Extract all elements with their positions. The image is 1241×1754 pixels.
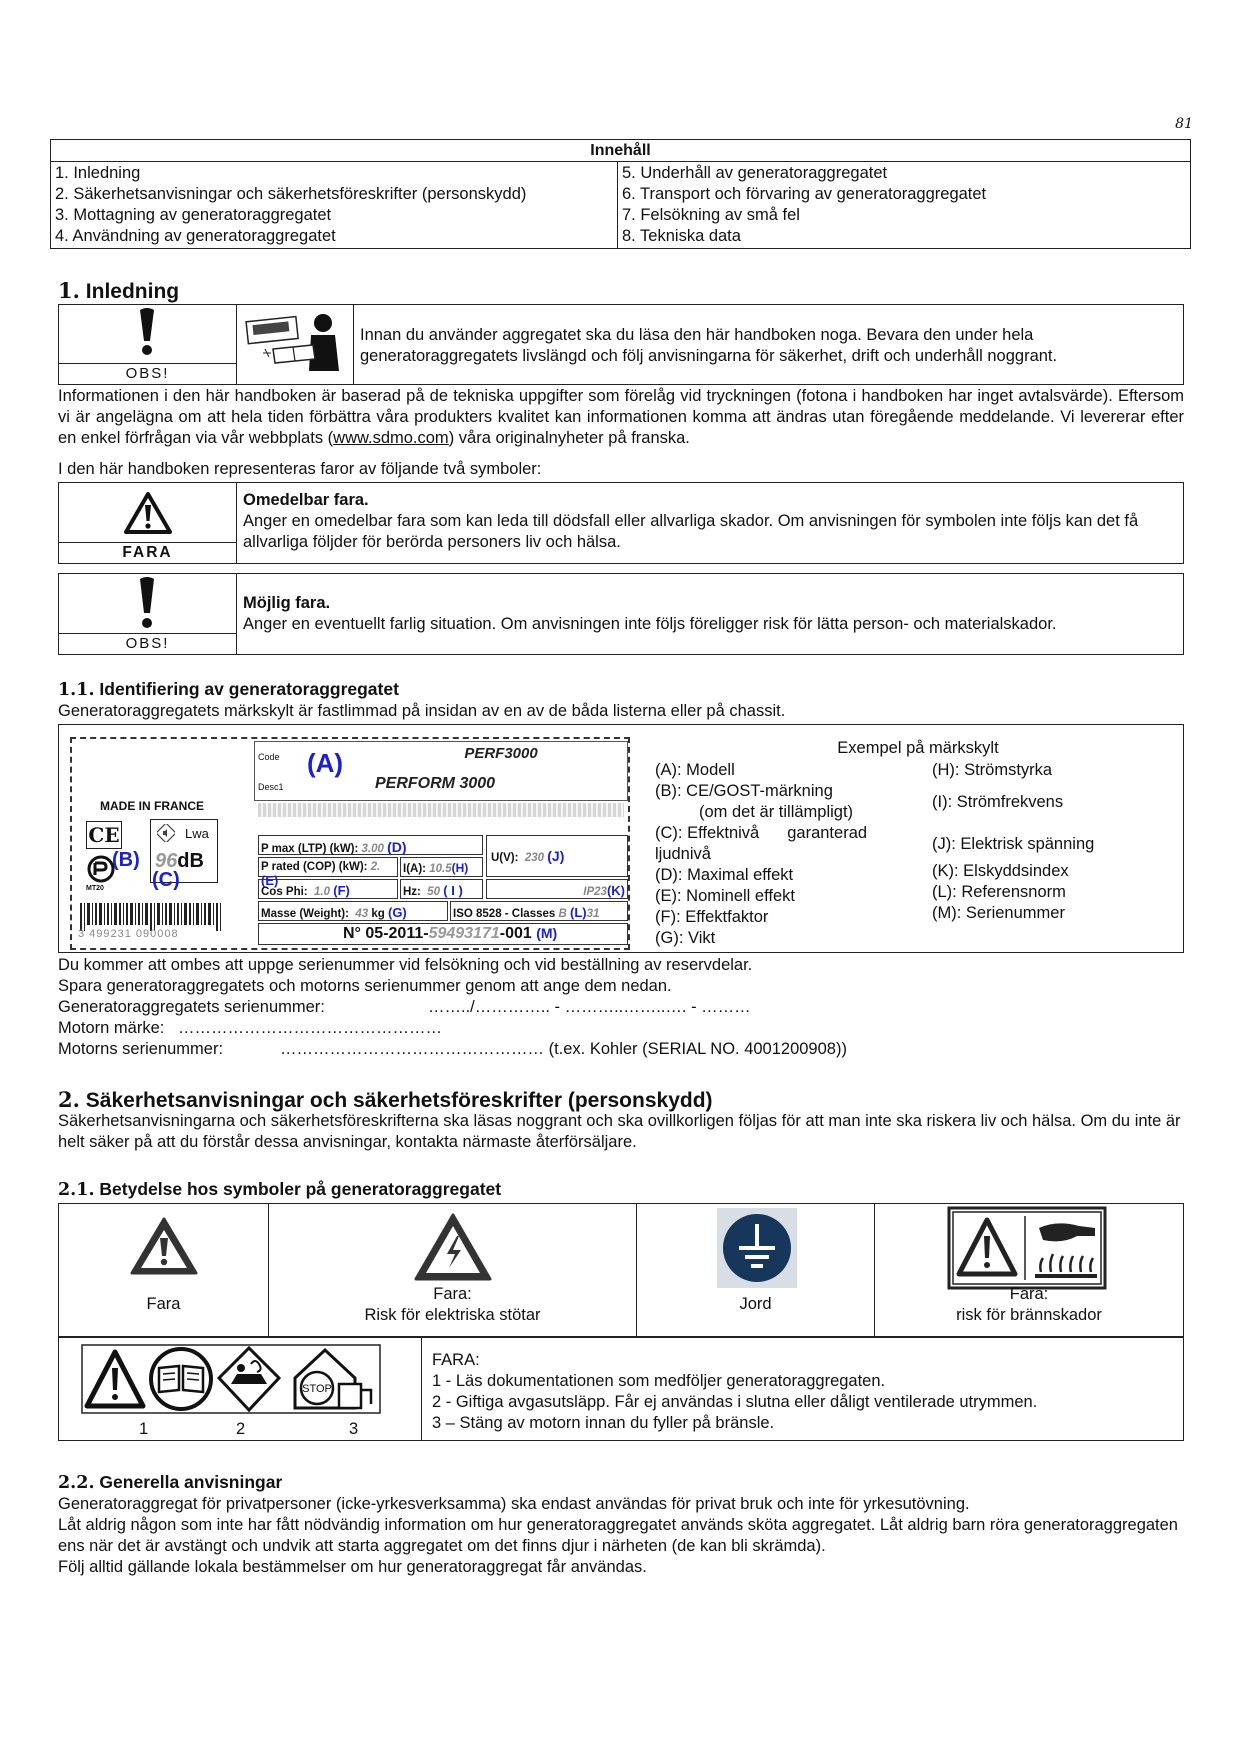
section-2-1-heading: 2.1. Betydelse hos symboler på generatoraggregatet (58, 1179, 502, 1200)
made-in-france: MADE IN FRANCE (100, 799, 204, 813)
symbol-earth-cell: Jord (637, 1204, 875, 1337)
legend-left: (A): Modell (B): CE/GOST-märkning (om det är tillämpligt) (C): Effektnivå garanterad ljudnivå (D): Maximal effekt (E): Nominell effekt (F): Effektfaktor (G): Vikt (655, 761, 868, 947)
intro-box (58, 304, 1184, 385)
toc-title: Innehåll (51, 140, 1191, 162)
serial-info: Du kommer att ombes att uppge serienummer vid felsökning och vid beställning av reservdelar. Spara generatoraggregatets och motorns serienummer genom att ange dem nedan. Generatoraggregatets serienummer: ……../………….. - ………..……..…. - ……… Motorn märke: ………………………………………… Motorns serienummer: ………………………………………… (t.ex. Kohler (SERIAL NO. 4001200908)) (58, 956, 847, 1058)
label-number-2: 2 (236, 1420, 246, 1438)
obs2-symbol-cell (59, 574, 237, 655)
exclamation-icon (136, 576, 158, 630)
obs-description: Möjlig fara. Anger en eventuellt farlig situation. Om anvisningen inte följs föreligger risk för lätta person- och materialskador. (237, 574, 1184, 655)
section-1-heading: 1. Inledning (58, 278, 180, 303)
section-2-text: Säkerhetsanvisningarna och säkerhetsföreskrifterna ska läsas noggrant och ska ovillkorligen följas för att man inte ska riskera liv och hälsa. Om du inte är helt säker på att du förstår dessa anvisningar, kontakta närmaste återförsäljare. (58, 1112, 1181, 1151)
hot-surface-icon (947, 1206, 1107, 1290)
obs-symbol-cell (59, 305, 237, 385)
fara-symbol-cell (59, 483, 237, 564)
symbol-burn-cell: Fara: risk för brännskador (875, 1204, 1184, 1337)
general-instructions: Generatoraggregat för privatpersoner (icke-yrkesverksamma) ska endast användas för privat bruk och inte för yrkesutövning. Låt aldrig någon som inte har fått nödvändig information om hur generatoraggregatet används sköta aggregatet. Låt aldrig barn röra generatoraggregaten ens när det är avstängt och undvik att starta aggregatet om det finns djur i närheten (de kan bli skrämda). Följ alltid gällande lokala bestämmelser om hur generatoraggregat får användas. (58, 1495, 1178, 1576)
lwa-box: Lwa 96dB (150, 819, 218, 883)
toc-item[interactable]: 2. Säkerhetsanvisningar och säkerhetsföreskrifter (personskydd) (55, 185, 527, 203)
plate-data-table: P max (LTP) (kW): 3.00 (D) U(V): 230 (J) P rated (COP) (kW): 2.(E) I(A): 10.5(H) Cos Phi: 1.0 (F) Hz: 50 ( I ) IP23(K) Masse (Weight): 43 kg (G) ISO 8528 - Classes B (L)31 (258, 835, 628, 921)
ce-mark: CE (86, 821, 122, 849)
symbols-table (58, 1203, 1184, 1337)
obs2-label: OBS! (59, 633, 236, 654)
plate-intro: Generatoraggregatets märkskylt är fastlimmad på insidan av en av de båda listerna eller på chassit. (58, 702, 786, 720)
sound-icon (157, 824, 175, 842)
label-c: (C) (152, 869, 180, 891)
legend-right: (H): Strömstyrka (I): Strömfrekvens (J): Elektrisk spänning (K): Elskyddsindex (L): Referensnorm (M): Serienummer (932, 761, 1095, 922)
toc-right-column (618, 162, 1191, 249)
label-b: (B) (112, 849, 140, 871)
reading-manual-icon (243, 309, 347, 379)
toc-table (50, 139, 1191, 249)
exclamation-icon (136, 307, 158, 357)
toc-item[interactable]: 6. Transport och förvaring av generatoraggregatet (622, 185, 987, 203)
intro-paragraph: Informationen i den här handboken är baserad på de tekniska uppgifter som förelåg vid tryckningen (fotona i handboken har inget avtalsvärde). Eftersom vi är angelägna om att hela tiden förbättra våra produkters kvalitet kan informationen komma att ändras utan föregående meddelande. Vi levererar efter en enkel förfrågan via vår webbplats (www.sdmo.com) våra originalnyheter på franska. (58, 387, 1184, 447)
combined-warning-table (58, 1337, 1184, 1441)
example-title: Exempel på märkskylt (837, 739, 999, 757)
section-2-2-heading: 2.2. Generella anvisningar (58, 1472, 283, 1493)
toc-item[interactable]: 7. Felsökning av små fel (622, 206, 800, 224)
reading-person-cell (237, 305, 354, 385)
intro-text: Innan du använder aggregatet ska du läsa den här handboken noga. Bevara den under hela generatoraggregatets livslängd och följ anvisningarna för säkerhet, drift och underhåll noggrant. (354, 305, 1184, 385)
symbol-electric-cell: Fara: Risk för elektriska stötar (269, 1204, 637, 1337)
toc-item[interactable]: 5. Underhåll av generatoraggregatet (622, 164, 888, 182)
label-number-3: 3 (349, 1420, 359, 1438)
fara-description: Omedelbar fara. Anger en omedelbar fara som kan leda till dödsfall eller allvarliga skador. Om anvisningen för symbolen inte följs kan det få allvarliga följder för berörda personers liv och hälsa. (237, 483, 1184, 564)
fara-label: FARA (59, 542, 236, 563)
obs-label: OBS! (59, 363, 236, 384)
section-1-1-heading: 1.1. Identifiering av generatoraggregatet (58, 679, 399, 700)
combined-warning-label-icon (81, 1344, 381, 1414)
warning-triangle-icon (123, 491, 173, 535)
plate-blurred-strip (258, 803, 624, 817)
toc-item[interactable]: 4. Användning av generatoraggregatet (55, 227, 336, 245)
page-number: 81 (1175, 116, 1193, 132)
warning-triangle-icon (129, 1216, 199, 1276)
rating-plate: Code Desc1 (A) PERF3000 PERFORM 3000 MADE IN FRANCE CE (B) MT20 Lwa 96dB (C) P max (LTP) (kW): 3.00 (D) U(V): 230 (J) P rated (COP) (kW): 2.(E) I(A): 10.5(H) Cos Phi: 1.0 (F) Hz: 50 ( I ) IP23(K) Masse (Weight): 43 kg (G) ISO 8528 - Classes B (L)31 N° 05-2011-59493171-001 (M) 3 499231 090008 (70, 737, 630, 950)
symbols-intro: I den här handboken representeras faror av följande två symboler: (58, 460, 542, 478)
earth-ground-icon (717, 1208, 797, 1288)
sdmo-link[interactable]: www.sdmo.com (333, 429, 449, 447)
plate-model-box: Code Desc1 (A) PERF3000 PERFORM 3000 (254, 741, 628, 801)
toc-item[interactable]: 8. Tekniska data (622, 227, 741, 245)
obs-box (58, 573, 1184, 655)
section-2-heading: 2. Säkerhetsanvisningar och säkerhetsföreskrifter (personskydd) (58, 1087, 713, 1112)
motor-field[interactable]: ………………………………………… (178, 1019, 442, 1037)
toc-left-column (51, 162, 618, 249)
serial-field[interactable]: ……../………….. - ………..……..…. - ……… (428, 998, 751, 1016)
combined-label-cell (59, 1338, 422, 1441)
toc-item[interactable]: 3. Mottagning av generatoraggregatet (55, 206, 332, 224)
stop-text: STOP (302, 1383, 332, 1395)
plate-serial-number: N° 05-2011-59493171-001 (M) (258, 923, 628, 945)
fara-box (58, 482, 1184, 564)
toc-item[interactable]: 1. Inledning (55, 164, 141, 182)
label-number-1: 1 (139, 1420, 149, 1438)
symbol-danger-cell: Fara (59, 1204, 269, 1337)
label-a: (A) (307, 748, 344, 778)
electric-shock-icon (413, 1212, 493, 1282)
combined-warning-text: FARA: 1 - Läs dokumentationen som medföljer generatoraggregaten. 2 - Giftiga avgasutsläpp. Får ej användas i slutna eller dåligt ventilerade utrymmen. 3 – Stäng av motorn innan du fyller på bränsle. (422, 1338, 1184, 1441)
motor-serial-field[interactable]: ………………………………………… (t.ex. Kohler (SERIAL NO. 4001200908)) (280, 1040, 847, 1058)
